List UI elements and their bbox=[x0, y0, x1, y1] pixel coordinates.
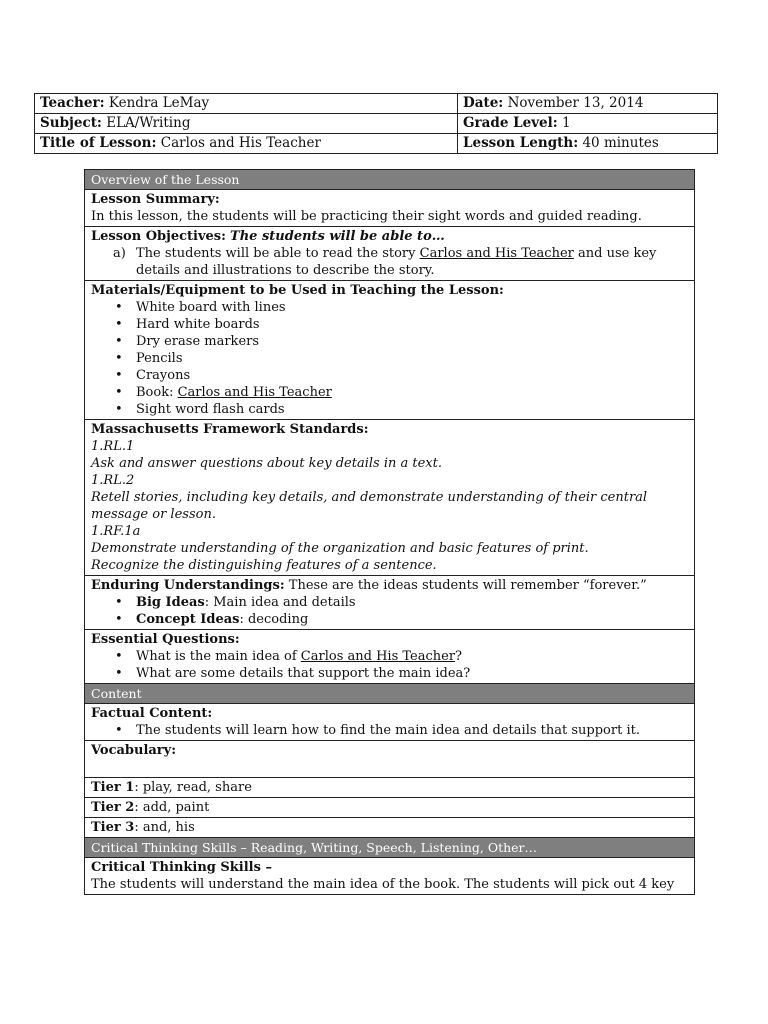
standard-text: Recognize the distinguishing features of a sentence. bbox=[91, 558, 437, 573]
teacher-cell bbox=[35, 94, 458, 114]
lesson-title-cell bbox=[35, 134, 458, 154]
list-item: • What are some details that support the main idea? bbox=[136, 665, 688, 682]
enduring-understandings-label: Enduring Understandings: bbox=[91, 578, 285, 593]
standards-label: Massachusetts Framework Standards: bbox=[91, 422, 369, 437]
lesson-objectives-intro: The students will be able to… bbox=[230, 229, 445, 244]
big-ideas-label: Big Ideas bbox=[136, 595, 205, 610]
list-item bbox=[136, 384, 688, 401]
standard-text: Demonstrate understanding of the organization and basic features of print. bbox=[91, 541, 589, 556]
subject-label: Subject: bbox=[40, 115, 102, 131]
teacher-label: Teacher: bbox=[40, 95, 105, 111]
concept-ideas-text: : decoding bbox=[239, 612, 309, 627]
critical-thinking-text: The students will understand the main idea of the book. The students will pick out 4 key bbox=[91, 877, 675, 892]
list-item bbox=[136, 611, 688, 628]
list-item: • Dry erase markers bbox=[136, 333, 688, 350]
list-item: • Crayons bbox=[136, 367, 688, 384]
lesson-summary-label: Lesson Summary: bbox=[91, 192, 220, 207]
materials-label: Materials/Equipment to be Used in Teaching the Lesson: bbox=[91, 283, 504, 298]
vocabulary-cell bbox=[85, 741, 695, 778]
concept-ideas-label: Concept Ideas bbox=[136, 612, 240, 627]
objective-a-marker: a) bbox=[113, 246, 126, 261]
lesson-objectives-cell bbox=[85, 227, 695, 281]
tier1-label: Tier 1 bbox=[91, 780, 135, 795]
list-item: • Hard white boards bbox=[136, 316, 688, 333]
lesson-summary-cell bbox=[85, 190, 695, 227]
tier3-cell bbox=[85, 818, 695, 838]
question-text-start: What is the main idea of bbox=[136, 649, 301, 664]
critical-thinking-cell bbox=[85, 858, 695, 895]
lesson-length-cell bbox=[458, 134, 718, 154]
list-item: • White board with lines bbox=[136, 299, 688, 316]
overview-section-heading: Overview of the Lesson bbox=[85, 170, 695, 190]
tier3-words: : and, his bbox=[134, 820, 195, 835]
factual-content-cell bbox=[85, 704, 695, 741]
standard-text: Ask and answer questions about key details in a text. bbox=[91, 456, 442, 471]
grade-value: 1 bbox=[562, 115, 571, 131]
date-value: November 13, 2014 bbox=[507, 95, 644, 111]
objective-a bbox=[91, 245, 688, 279]
material-book-title: Carlos and His Teacher bbox=[177, 385, 332, 400]
lesson-length-value: 40 minutes bbox=[582, 135, 659, 151]
content-section-heading: Content bbox=[85, 684, 695, 704]
tier1-words: : play, read, share bbox=[134, 780, 252, 795]
material-book-label: Book: bbox=[136, 385, 178, 400]
lesson-objectives-label: Lesson Objectives: bbox=[91, 229, 226, 244]
tier2-cell bbox=[85, 798, 695, 818]
grade-label: Grade Level: bbox=[463, 115, 558, 131]
tier2-label: Tier 2 bbox=[91, 800, 135, 815]
objective-a-book-title: Carlos and His Teacher bbox=[419, 246, 574, 261]
factual-content-label: Factual Content: bbox=[91, 706, 213, 721]
lesson-title-value: Carlos and His Teacher bbox=[160, 135, 321, 151]
critical-thinking-section-heading: Critical Thinking Skills – Reading, Writing, Speech, Listening, Other… bbox=[85, 838, 695, 858]
materials-cell bbox=[85, 281, 695, 420]
subject-value: ELA/Writing bbox=[106, 115, 191, 131]
lesson-summary-text: In this lesson, the students will be practicing their sight words and guided reading. bbox=[91, 209, 642, 224]
standard-code: 1.RL.1 bbox=[91, 439, 135, 454]
list-item: • Pencils bbox=[136, 350, 688, 367]
list-item: • Sight word flash cards bbox=[136, 401, 688, 418]
essential-questions-list bbox=[91, 648, 688, 682]
essential-questions-cell bbox=[85, 630, 695, 684]
critical-thinking-label: Critical Thinking Skills – bbox=[91, 860, 272, 875]
essential-questions-label: Essential Questions: bbox=[91, 632, 240, 647]
question-book-title: Carlos and His Teacher bbox=[300, 649, 456, 664]
standard-text: Retell stories, including key details, and demonstrate understanding of their central message or lesson. bbox=[91, 490, 648, 522]
list-item: • The students will learn how to find the main idea and details that support it. bbox=[136, 722, 688, 739]
tier2-words: : add, paint bbox=[134, 800, 210, 815]
lesson-header-table bbox=[34, 93, 718, 154]
objective-a-text-end: and use key details and illustrations to describe the story. bbox=[136, 246, 657, 278]
factual-content-list bbox=[91, 722, 688, 739]
teacher-name: Kendra LeMay bbox=[108, 95, 210, 111]
subject-cell bbox=[35, 114, 458, 134]
list-item bbox=[136, 648, 688, 665]
enduring-understandings-cell bbox=[85, 576, 695, 630]
vocabulary-label: Vocabulary: bbox=[91, 743, 177, 758]
enduring-list bbox=[91, 594, 688, 628]
standards-cell bbox=[85, 420, 695, 576]
tier1-cell bbox=[85, 778, 695, 798]
standard-code: 1.RL.2 bbox=[91, 473, 135, 488]
standard-code: 1.RF.1a bbox=[91, 524, 141, 539]
date-cell bbox=[458, 94, 718, 114]
question-text-end: ? bbox=[455, 649, 463, 664]
list-item bbox=[136, 594, 688, 611]
enduring-understandings-text: These are the ideas students will remember “forever.” bbox=[284, 578, 647, 593]
materials-list bbox=[91, 299, 688, 418]
lesson-title-label: Title of Lesson: bbox=[40, 135, 157, 151]
grade-cell bbox=[458, 114, 718, 134]
lesson-length-label: Lesson Length: bbox=[463, 135, 579, 151]
lesson-plan-table bbox=[84, 169, 695, 895]
big-ideas-text: : Main idea and details bbox=[204, 595, 356, 610]
objective-a-text-start: The students will be able to read the story bbox=[136, 246, 420, 261]
date-label: Date: bbox=[463, 95, 504, 111]
tier3-label: Tier 3 bbox=[91, 820, 135, 835]
